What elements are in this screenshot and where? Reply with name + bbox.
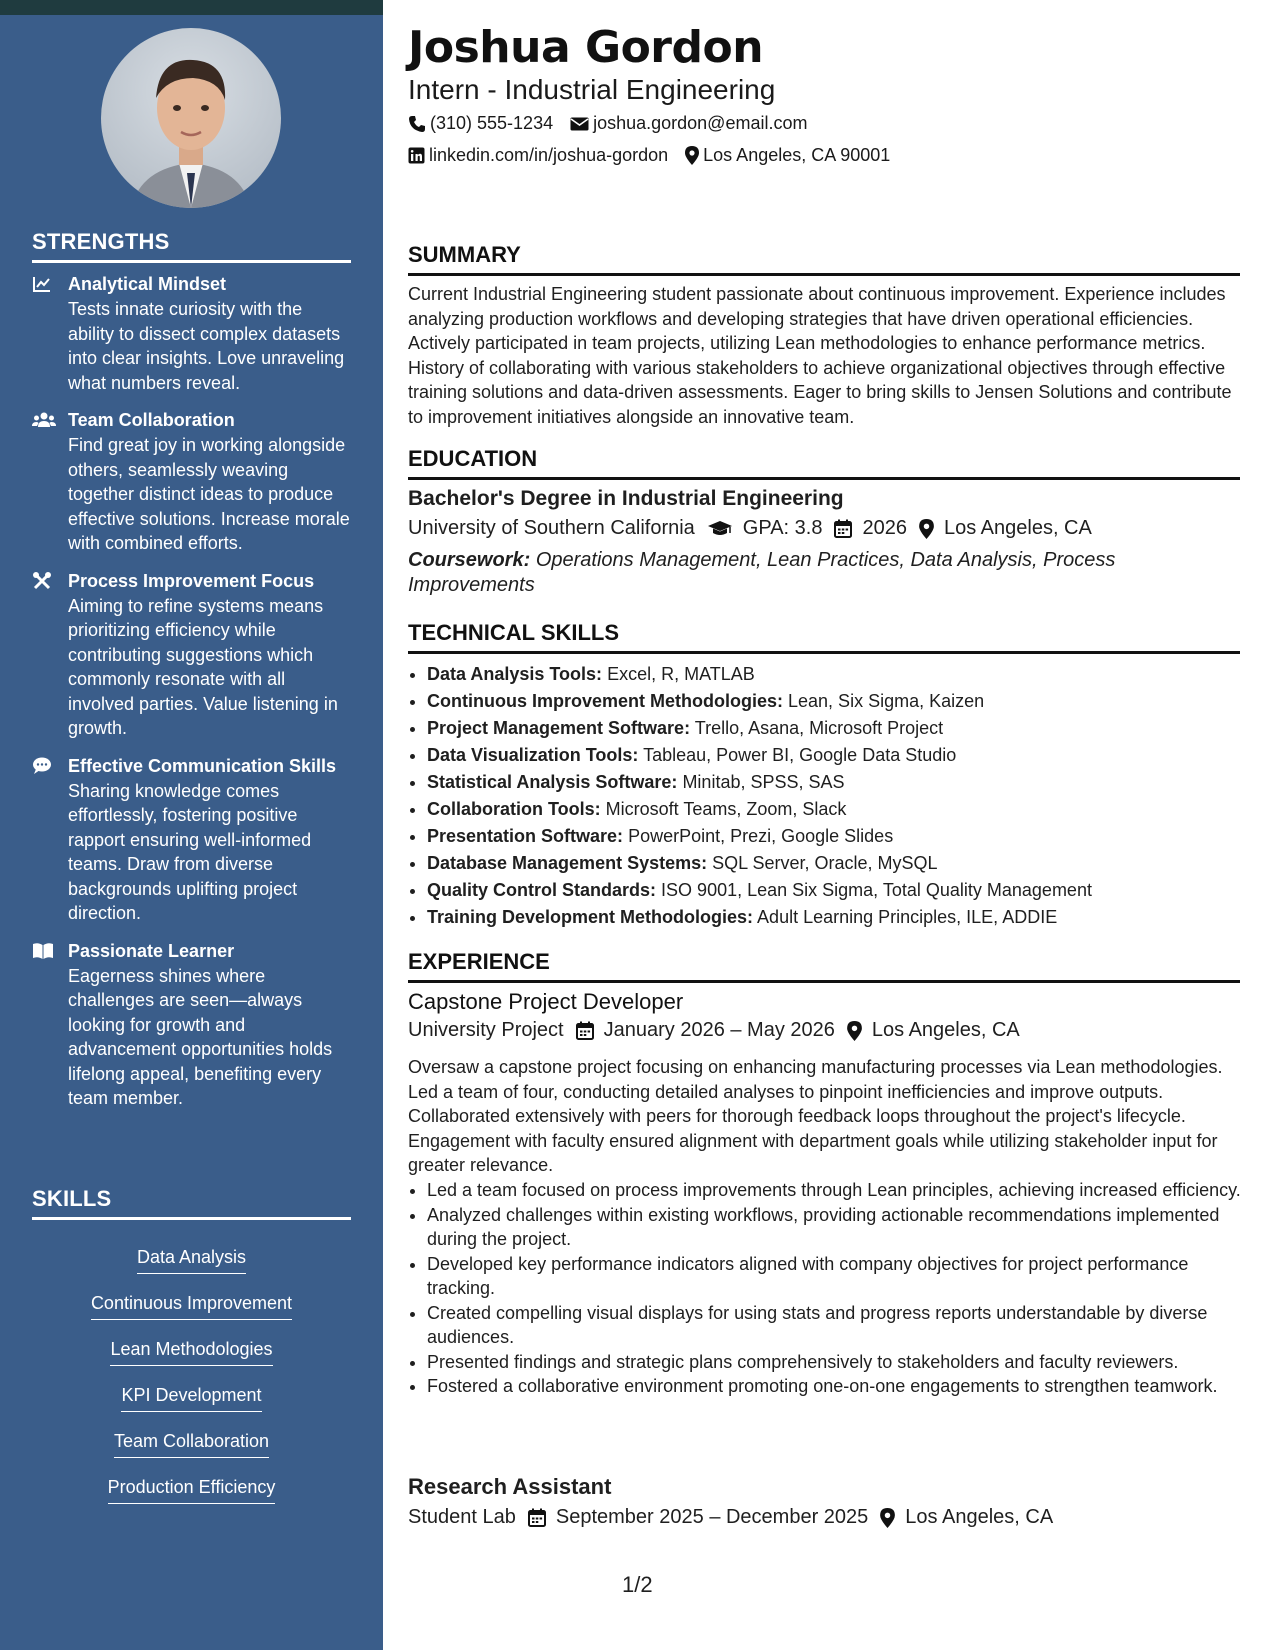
summary-title: SUMMARY [408,242,1240,276]
strength-desc: Aiming to refine systems means prioritizing efficiency while contributing suggestions which commonly resonate with all involved parties. Value listening in growth. [68,595,338,738]
job-dates: September 2025 – December 2025 [555,1506,869,1528]
job-title: Research Assistant [408,1474,612,1499]
strength-item [32,754,351,926]
list-item: • Presented findings and strategic plans comprehensively to stakeholders and faculty reviewers. [427,1350,1259,1375]
tools-icon [32,569,68,741]
coursework-label: Coursework: [408,549,531,571]
skill-item: Production Efficiency [108,1475,276,1504]
list-item: • Created compelling visual displays for using stats and progress reports understandable by diverse audiences. [427,1301,1259,1350]
map-pin-icon [847,1021,862,1041]
list-item: • Analyzed challenges within existing workflows, providing actionable recommendations implemented during the project. [427,1203,1259,1252]
job-org: University Project [408,1019,564,1041]
gpa-text: GPA: 3.8 [742,517,823,539]
users-icon [32,408,68,556]
strength-item [32,272,351,395]
job-org: Student Lab [408,1506,516,1528]
job-location: Los Angeles, CA [905,1506,1054,1528]
strength-title: Passionate Learner [68,940,235,961]
strength-item [32,939,351,1111]
strengths-list [32,272,351,1124]
list-item [427,742,1259,769]
candidate-name: Joshua Gordon [408,22,764,73]
calendar-icon [576,1021,594,1040]
skill-category: Continuous Improvement Methodologies: [427,691,783,711]
list-item [427,688,1259,715]
strength-item [32,569,351,741]
school-location: Los Angeles, CA [943,517,1092,539]
calendar-icon [834,519,852,538]
job-description: Oversaw a capstone project focusing on enhancing manufacturing processes via Lean methodologies. Led a team of four, conducting detailed analyses to pinpoint inefficiencies and improve outputs. Collaborated extensively with peers for thorough feedback loops throughout the project's lifecycle. Engagement with faculty ensured alignment with department goals while utilizing stakeholder input for greater relevance. [408,1057,1223,1175]
job-meta [408,1506,1053,1529]
job-title: Capstone Project Developer [408,989,684,1014]
skill-values: ISO 9001, Lean Six Sigma, Total Quality Management [661,880,1092,900]
contact-row-2 [408,145,907,166]
list-item [427,769,1259,796]
chart-line-icon [32,272,68,395]
comment-icon [32,754,68,926]
skills-list [32,1245,351,1521]
linkedin-link[interactable]: linkedin.com/in/joshua-gordon [429,145,669,165]
strength-title: Analytical Mindset [68,274,227,294]
phone-number[interactable]: (310) 555-1234 [430,113,554,133]
skill-category: Presentation Software: [427,826,624,846]
skill-values: Trello, Asana, Microsoft Project [694,718,944,738]
skill-category: Data Analysis Tools: [427,664,603,684]
job-dates: January 2026 – May 2026 [603,1019,835,1041]
book-icon [32,939,68,1111]
strength-desc: Tests innate curiosity with the ability to dissect complex datasets into clear insights. Love unraveling what numbers reveal. [68,299,345,393]
list-item: • Fostered a collaborative environment promoting one-on-one engagements to strengthen teamwork. [427,1374,1259,1399]
skill-item: Data Analysis [137,1245,246,1274]
envelope-icon [570,116,589,132]
strength-item [32,408,351,556]
job-bullets [408,1178,1259,1399]
graduation-cap-icon [707,520,733,538]
skill-item: KPI Development [121,1383,261,1412]
strength-title: Process Improvement Focus [68,570,315,591]
skill-category: Statistical Analysis Software: [427,772,678,792]
sidebar [0,15,383,1650]
list-item [427,850,1259,877]
skill-category: Collaboration Tools: [427,799,601,819]
education-meta [408,517,1092,540]
map-pin-icon [685,146,699,165]
map-pin-icon [880,1508,895,1528]
calendar-icon [528,1508,546,1527]
coursework [408,548,1240,598]
technical-skills-list [408,661,1259,931]
candidate-role: Intern - Industrial Engineering [408,74,776,105]
list-item [427,715,1259,742]
profile-photo [101,28,281,208]
list-item [427,904,1259,931]
skill-values: SQL Server, Oracle, MySQL [712,853,938,873]
school-name: University of Southern California [408,517,695,539]
strength-title: Effective Communication Skills [68,755,337,776]
skill-values: Excel, R, MATLAB [607,664,755,684]
list-item [427,796,1259,823]
strengths-title: STRENGTHS [32,229,351,263]
degree-title: Bachelor's Degree in Industrial Engineering [408,487,844,510]
location-text: Los Angeles, CA 90001 [703,145,891,165]
job-meta [408,1019,1020,1042]
linkedin-icon [408,147,425,164]
skill-values: PowerPoint, Prezi, Google Slides [628,826,894,846]
list-item: • Developed key performance indicators aligned with company objectives for project performance tracking. [427,1252,1259,1301]
skill-values: Adult Learning Principles, ILE, ADDIE [757,907,1058,927]
map-pin-icon [919,519,934,539]
skill-category: Training Development Methodologies: [427,907,754,927]
skill-category: Project Management Software: [427,718,691,738]
strength-desc: Eagerness shines where challenges are seen—always looking for growth and advancement opportunities holds lifelong appeal, benefiting every team member. [68,965,333,1108]
skill-category: Quality Control Standards: [427,880,657,900]
experience-title: EXPERIENCE [408,949,1240,983]
skill-item: Lean Methodologies [110,1337,272,1366]
technical-skills-title: TECHNICAL SKILLS [408,620,1240,654]
list-item [427,823,1259,850]
skill-category: Database Management Systems: [427,853,708,873]
skill-values: Tableau, Power BI, Google Data Studio [643,745,957,765]
strength-title: Team Collaboration [68,410,235,430]
list-item: • Led a team focused on process improvements through Lean principles, achieving increased efficiency. [427,1178,1259,1203]
list-item [427,877,1259,904]
graduation-year: 2026 [862,517,907,539]
email-link[interactable]: joshua.gordon@email.com [593,113,808,133]
coursework-text: Operations Management, Lean Practices, Data Analysis, Process Improvements [408,549,1116,596]
skill-item: Continuous Improvement [91,1291,292,1320]
contact-row-1 [408,113,824,134]
strength-desc: Sharing knowledge comes effortlessly, fostering positive rapport ensuring well-informed teams. Draw from diverse backgrounds uplifting project direction. [68,780,312,923]
sidebar-top-strip [0,0,383,15]
list-item [427,661,1259,688]
skill-category: Data Visualization Tools: [427,745,639,765]
skill-item: Team Collaboration [114,1429,269,1458]
skill-values: Lean, Six Sigma, Kaizen [788,691,985,711]
skills-title: SKILLS [32,1186,351,1220]
skill-values: Minitab, SPSS, SAS [682,772,845,792]
job-location: Los Angeles, CA [871,1019,1020,1041]
summary-text: Current Industrial Engineering student passionate about continuous improvement. Experience includes analyzing production workflows and developing strategies that have driven operational efficiencies. Actively participated in team projects, utilizing Lean methodologies to enhance performance metrics. History of collaborating with various stakeholders to achieve organizational objectives through effective training solutions and data-driven assessments. Eager to bring skills to Jensen Solutions and contribute to improvement initiatives alongside an innovative team. [408,284,1232,427]
phone-icon [408,115,426,133]
page-number: 1/2 [622,1572,653,1597]
skill-values: Microsoft Teams, Zoom, Slack [605,799,847,819]
education-title: EDUCATION [408,446,1240,480]
strength-desc: Find great joy in working alongside others, seamlessly weaving together distinct ideas to produce effective solutions. Increase morale with combined efforts. [68,435,350,553]
